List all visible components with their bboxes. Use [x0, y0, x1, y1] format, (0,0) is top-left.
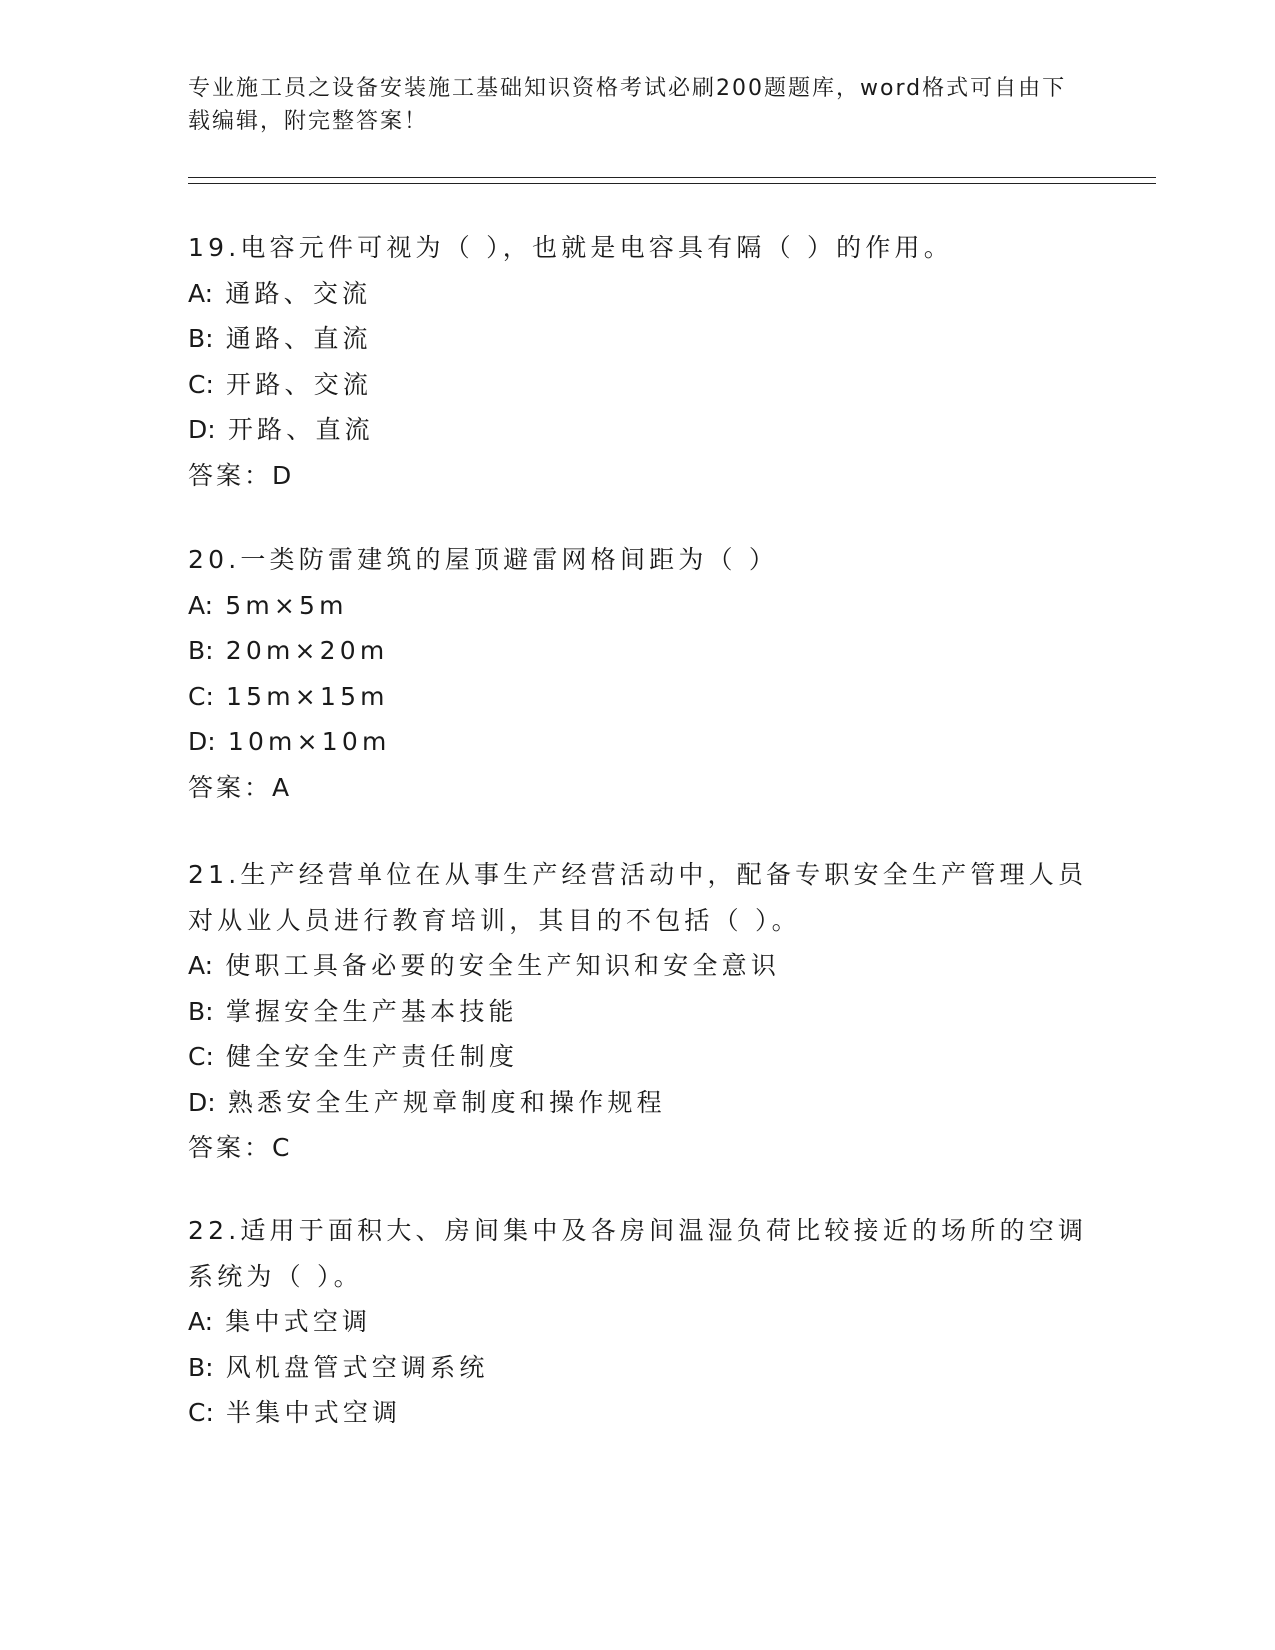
option-b: [188, 628, 1088, 674]
question-stem: 22.适用于面积大、房间集中及各房间温湿负荷比较接近的场所的空调系统为（ ）。: [188, 1216, 1088, 1291]
option-text: 半集中式空调: [226, 1398, 402, 1427]
option-d: [188, 1080, 1088, 1126]
option-c: [188, 1390, 1088, 1436]
option-text: 15m×15m: [226, 681, 389, 711]
option-b: [188, 316, 1088, 362]
option-a: [188, 1299, 1088, 1345]
question-20: [188, 537, 1088, 810]
option-c: [188, 362, 1088, 408]
option-letter: D:: [188, 727, 216, 756]
option-text: 掌握安全生产基本技能: [225, 996, 518, 1026]
option-letter: A:: [188, 590, 214, 620]
option-letter: C:: [188, 681, 214, 711]
header-divider-bottom: [188, 183, 1156, 184]
header-divider-top: [188, 177, 1156, 178]
option-letter: A:: [188, 951, 214, 980]
option-letter: B:: [188, 636, 214, 665]
option-letter: C:: [188, 1042, 214, 1071]
option-text: 集中式空调: [225, 1307, 372, 1336]
question-21: [188, 852, 1088, 1171]
option-c: [188, 674, 1088, 720]
answer-line: 答案：C: [188, 1133, 293, 1162]
option-letter: D:: [188, 1087, 216, 1117]
option-text: 20m×20m: [225, 636, 389, 665]
answer-line: 答案：D: [188, 460, 295, 490]
option-text: 开路、直流: [227, 415, 374, 444]
option-a: [188, 943, 1088, 989]
option-text: 5m×5m: [225, 590, 348, 620]
option-text: 10m×10m: [227, 727, 391, 756]
option-d: [188, 719, 1088, 765]
question-22: [188, 1208, 1088, 1436]
option-text: 健全安全生产责任制度: [226, 1042, 519, 1071]
option-c: [188, 1034, 1088, 1080]
option-text: 使职工具备必要的安全生产知识和安全意识: [225, 951, 781, 980]
option-letter: A:: [188, 278, 214, 308]
option-text: 通路、直流: [225, 324, 372, 353]
option-b: [188, 1345, 1088, 1391]
option-a: [188, 271, 1088, 317]
option-text: 通路、交流: [225, 278, 372, 308]
option-letter: A:: [188, 1307, 214, 1336]
question-stem: 21.生产经营单位在从事生产经营活动中，配备专职安全生产管理人员对从业人员进行教育培训，其目的不包括（ ）。: [188, 860, 1088, 935]
option-letter: D:: [188, 415, 216, 444]
question-stem: 19.电容元件可视为（ ），也就是电容具有隔（ ）的作用。: [188, 233, 953, 262]
option-letter: C:: [188, 369, 214, 399]
option-a: [188, 583, 1088, 629]
option-text: 风机盘管式空调系统: [225, 1352, 489, 1382]
option-text: 开路、交流: [226, 369, 373, 399]
question-stem: 20.一类防雷建筑的屋顶避雷网格间距为（ ）: [188, 545, 779, 574]
option-letter: B:: [188, 324, 214, 353]
option-d: [188, 407, 1088, 453]
document-header: 专业施工员之设备安装施工基础知识资格考试必刷200题题库，word格式可自由下载编辑，附完整答案！: [188, 76, 1067, 134]
question-19: [188, 225, 1088, 498]
option-letter: B:: [188, 1352, 214, 1382]
answer-line: 答案：A: [188, 772, 293, 802]
option-b: [188, 989, 1088, 1035]
option-letter: B:: [188, 996, 214, 1026]
option-text: 熟悉安全生产规章制度和操作规程: [227, 1087, 666, 1117]
option-letter: C:: [188, 1398, 214, 1427]
